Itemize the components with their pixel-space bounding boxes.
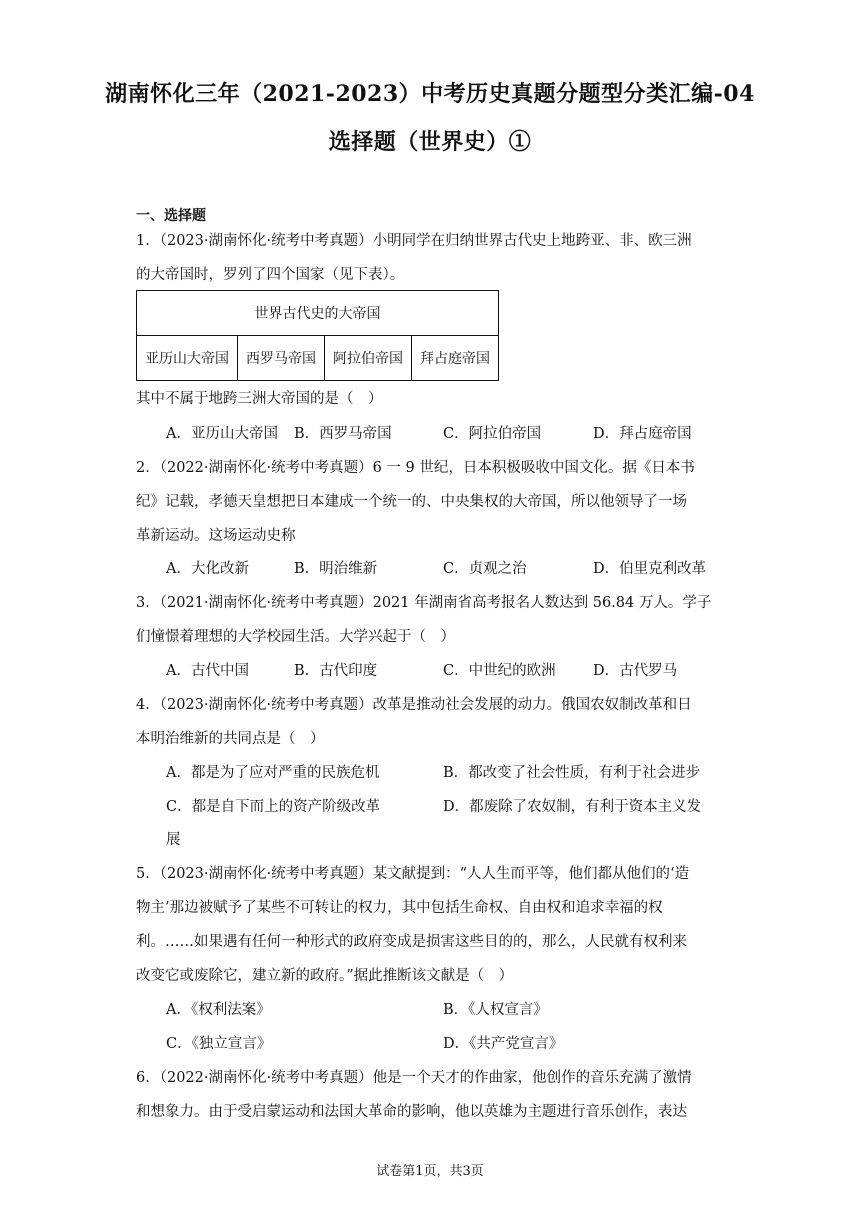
empire-table-cell: 西罗马帝国 (238, 336, 325, 381)
question-5-option-b[interactable]: B．《人权宣言》 (443, 1002, 548, 1018)
document-title-line-2: 选择题（世界史）① (328, 129, 532, 155)
empire-table-cell: 阿拉伯帝国 (325, 336, 412, 381)
question-2-line-2: 纪》记载，孝德天皇想把日本建成一个统一的、中央集权的大帝国，所以他领导了一场 (136, 494, 687, 510)
question-1-option-c[interactable]: C．阿拉伯帝国 (443, 426, 542, 442)
empire-table (136, 290, 499, 381)
question-4-option-a[interactable]: A．都是为了应对严重的民族危机 (166, 765, 380, 781)
question-3-option-b[interactable]: B．古代印度 (294, 663, 378, 679)
question-5-line-3: 利。……如果遇有任何一种形式的政府变成是损害这些目的的，那么，人民就有权利来 (136, 934, 687, 950)
question-4-line-2: 本明治维新的共同点是（ ） (136, 731, 325, 747)
question-2-option-b[interactable]: B．明治维新 (294, 561, 378, 577)
question-1-option-a[interactable]: A．亚历山大帝国 (166, 426, 278, 442)
question-4-option-d[interactable]: D．都废除了农奴制，有利于资本主义发 (443, 799, 702, 815)
question-2-option-d[interactable]: D．伯里克利改革 (593, 561, 707, 577)
question-5-option-a[interactable]: A．《权利法案》 (166, 1002, 271, 1018)
empire-table-cell: 亚历山大帝国 (137, 336, 238, 381)
question-4-line-1: 4．（2023·湖南怀化·统考中考真题）改革是推动社会发展的动力。俄国农奴制改革和日 (136, 697, 692, 713)
question-6-line-1: 6．（2022·湖南怀化·统考中考真题）他是一个天才的作曲家，他创作的音乐充满了激情 (136, 1070, 692, 1086)
question-3-option-d[interactable]: D．古代罗马 (593, 663, 678, 679)
question-1-line-1: 1．（2023·湖南怀化·统考中考真题）小明同学在归纳世界古代史上地跨亚、非、欧三洲 (136, 233, 692, 249)
question-1-line-2: 的大帝国时，罗列了四个国家（见下表）。 (136, 267, 405, 283)
question-3-option-c[interactable]: C．中世纪的欧洲 (443, 663, 556, 679)
question-1-option-d[interactable]: D．拜占庭帝国 (593, 426, 692, 442)
empire-table-header: 世界古代史的大帝国 (137, 291, 499, 336)
question-5-line-2: 物主’那边被赋予了某些不可转让的权力，其中包括生命权、自由权和追求幸福的权 (136, 900, 663, 916)
question-2-option-a[interactable]: A．大化改新 (166, 561, 249, 577)
question-1-option-b[interactable]: B．西罗马帝国 (294, 426, 392, 442)
question-4-option-b[interactable]: B．都改变了社会性质，有利于社会进步 (443, 765, 701, 781)
question-4-option-c[interactable]: C．都是自下而上的资产阶级改革 (166, 799, 381, 815)
question-4-option-d-continuation: 展 (166, 832, 181, 848)
question-5-option-c[interactable]: C．《独立宣言》 (166, 1036, 272, 1052)
question-3-option-a[interactable]: A．古代中国 (166, 663, 249, 679)
question-5-line-4: 改变它或废除它，建立新的政府。”据此推断该文献是（ ） (136, 968, 514, 984)
question-3-line-1: 3．（2021·湖南怀化·统考中考真题）2021 年湖南省高考报名人数达到 56.84 万人。学子 (136, 595, 712, 611)
question-3-line-2: 们憧憬着理想的大学校园生活。大学兴起于（ ） (136, 629, 455, 645)
question-5-option-d[interactable]: D．《共产党宣言》 (443, 1036, 564, 1052)
question-2-line-3: 革新运动。这场运动史称 (136, 528, 296, 544)
question-1-stem: 其中不属于地跨三洲大帝国的是（ ） (136, 391, 383, 407)
section-heading: 一、选择题 (136, 208, 206, 224)
empire-table-cell: 拜占庭帝国 (412, 336, 499, 381)
page-footer: 试卷第1页，共3页 (376, 1164, 484, 1179)
document-title-line-1: 湖南怀化三年（2021-2023）中考历史真题分题型分类汇编-04 (105, 81, 755, 107)
question-6-line-2: 和想象力。由于受启蒙运动和法国大革命的影响，他以英雄为主题进行音乐创作，表达 (136, 1104, 687, 1120)
question-5-line-1: 5．（2023·湖南怀化·统考中考真题）某文献提到：“人人生而平等，他们都从他们的‘造 (136, 866, 690, 882)
question-2-option-c[interactable]: C．贞观之治 (443, 561, 527, 577)
question-2-line-1: 2．（2022·湖南怀化·统考中考真题）6 一 9 世纪，日本积极吸收中国文化。据《日本书 (136, 460, 695, 476)
